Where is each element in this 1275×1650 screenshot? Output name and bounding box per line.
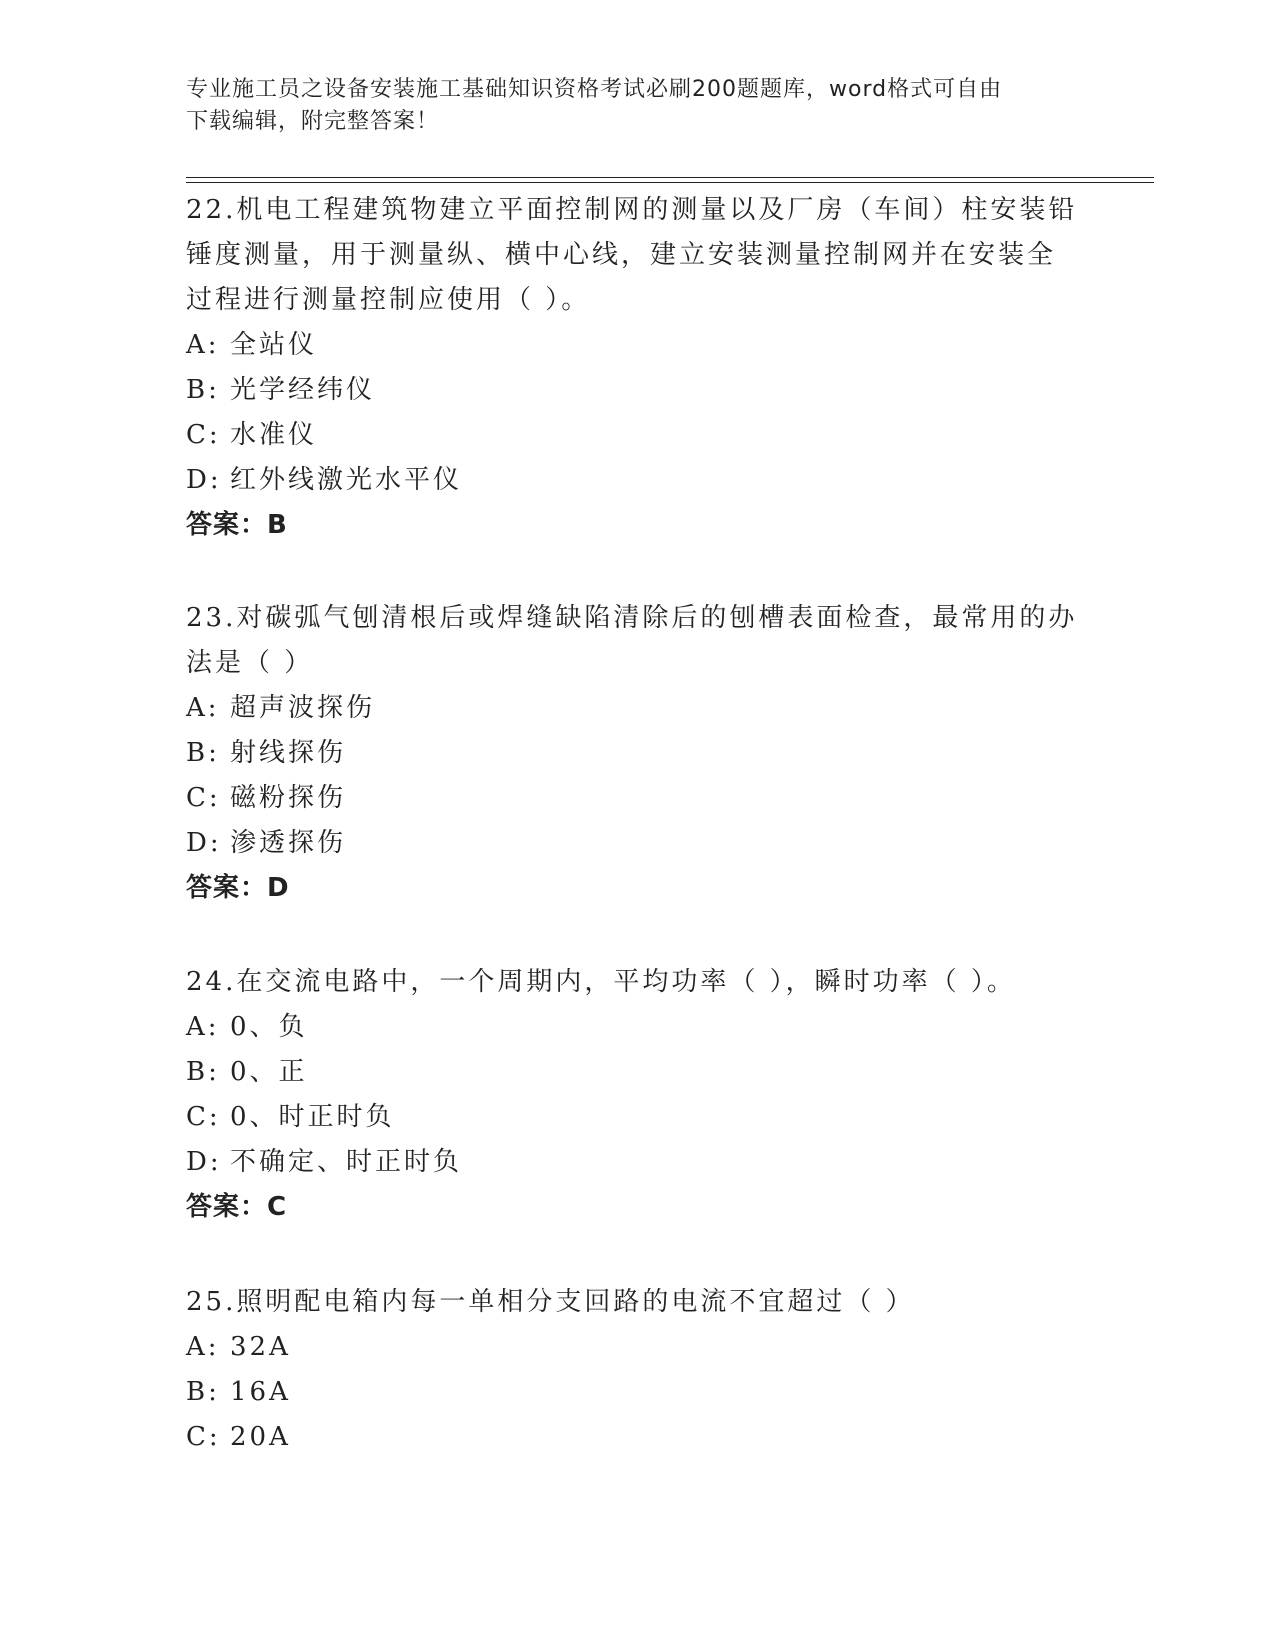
option-letter: C: [186, 1422, 221, 1452]
option-d [186, 458, 1086, 503]
option-c [186, 1095, 1086, 1140]
option-text: 水准仪 [230, 420, 318, 450]
option-text: 光学经纬仪 [230, 375, 376, 405]
option-letter: C: [186, 1102, 221, 1132]
stem-line: 22.机电工程建筑物建立平面控制网的测量以及厂房（车间）柱安装铅 [186, 195, 1078, 225]
option-text: 16A [230, 1377, 291, 1407]
option-text: 20A [230, 1422, 291, 1452]
answer-line: 答案：D [186, 873, 290, 903]
question-22 [186, 188, 1086, 548]
stem-line: 锤度测量，用于测量纵、横中心线，建立安装测量控制网并在安装全 [186, 240, 1057, 270]
stem-line: 法是（ ） [186, 648, 314, 678]
option-letter: C: [186, 783, 221, 813]
header-line-2: 下载编辑，附完整答案！ [186, 109, 440, 134]
stem-line: 24.在交流电路中，一个周期内，平均功率（ ），瞬时功率（ ）。 [186, 967, 1016, 997]
stem-line: 23.对碳弧气刨清根后或焊缝缺陷清除后的刨槽表面检查，最常用的办 [186, 603, 1078, 633]
option-letter: A: [186, 693, 220, 723]
question-23 [186, 596, 1086, 911]
question-stem [186, 1280, 1086, 1325]
option-letter: A: [186, 1332, 220, 1362]
question-25 [186, 1280, 1086, 1460]
option-letter: B: [186, 738, 220, 768]
option-text: 超声波探伤 [230, 693, 376, 723]
option-letter: B: [186, 375, 220, 405]
option-text: 0、时正时负 [230, 1102, 395, 1132]
option-letter: B: [186, 1377, 220, 1407]
option-d [186, 1140, 1086, 1185]
option-c [186, 1415, 1086, 1460]
option-text: 0、正 [230, 1057, 308, 1087]
option-letter: B: [186, 1057, 220, 1087]
option-text: 磁粉探伤 [230, 783, 347, 813]
option-text: 0、负 [230, 1012, 308, 1042]
option-c [186, 413, 1086, 458]
option-a [186, 686, 1086, 731]
answer-line: 答案：C [186, 1192, 288, 1222]
stem-line: 过程进行测量控制应使用（ ）。 [186, 285, 591, 315]
option-text: 不确定、时正时负 [230, 1147, 463, 1177]
option-text: 红外线激光水平仪 [230, 465, 463, 495]
document-header [186, 74, 1086, 138]
option-a [186, 323, 1086, 368]
option-letter: D: [186, 1147, 222, 1177]
option-text: 32A [230, 1332, 291, 1362]
option-letter: D: [186, 465, 222, 495]
header-divider-top [186, 177, 1154, 178]
question-stem [186, 960, 1086, 1005]
option-letter: D: [186, 828, 222, 858]
option-letter: C: [186, 420, 221, 450]
question-stem [186, 596, 1086, 686]
option-b [186, 1050, 1086, 1095]
option-text: 射线探伤 [230, 738, 347, 768]
option-b [186, 1370, 1086, 1415]
option-text: 渗透探伤 [230, 828, 347, 858]
question-stem [186, 188, 1086, 323]
stem-line: 25.照明配电箱内每一单相分支回路的电流不宜超过（ ） [186, 1287, 915, 1317]
option-letter: A: [186, 1012, 220, 1042]
answer-line: 答案：B [186, 510, 288, 540]
option-letter: A: [186, 330, 220, 360]
option-text: 全站仪 [230, 330, 318, 360]
option-a [186, 1005, 1086, 1050]
option-b [186, 368, 1086, 413]
header-divider-bottom [186, 182, 1154, 183]
option-a [186, 1325, 1086, 1370]
option-c [186, 776, 1086, 821]
option-b [186, 731, 1086, 776]
header-line-1: 专业施工员之设备安装施工基础知识资格考试必刷200题题库，word格式可自由 [186, 77, 1003, 102]
option-d [186, 821, 1086, 866]
question-24 [186, 960, 1086, 1230]
